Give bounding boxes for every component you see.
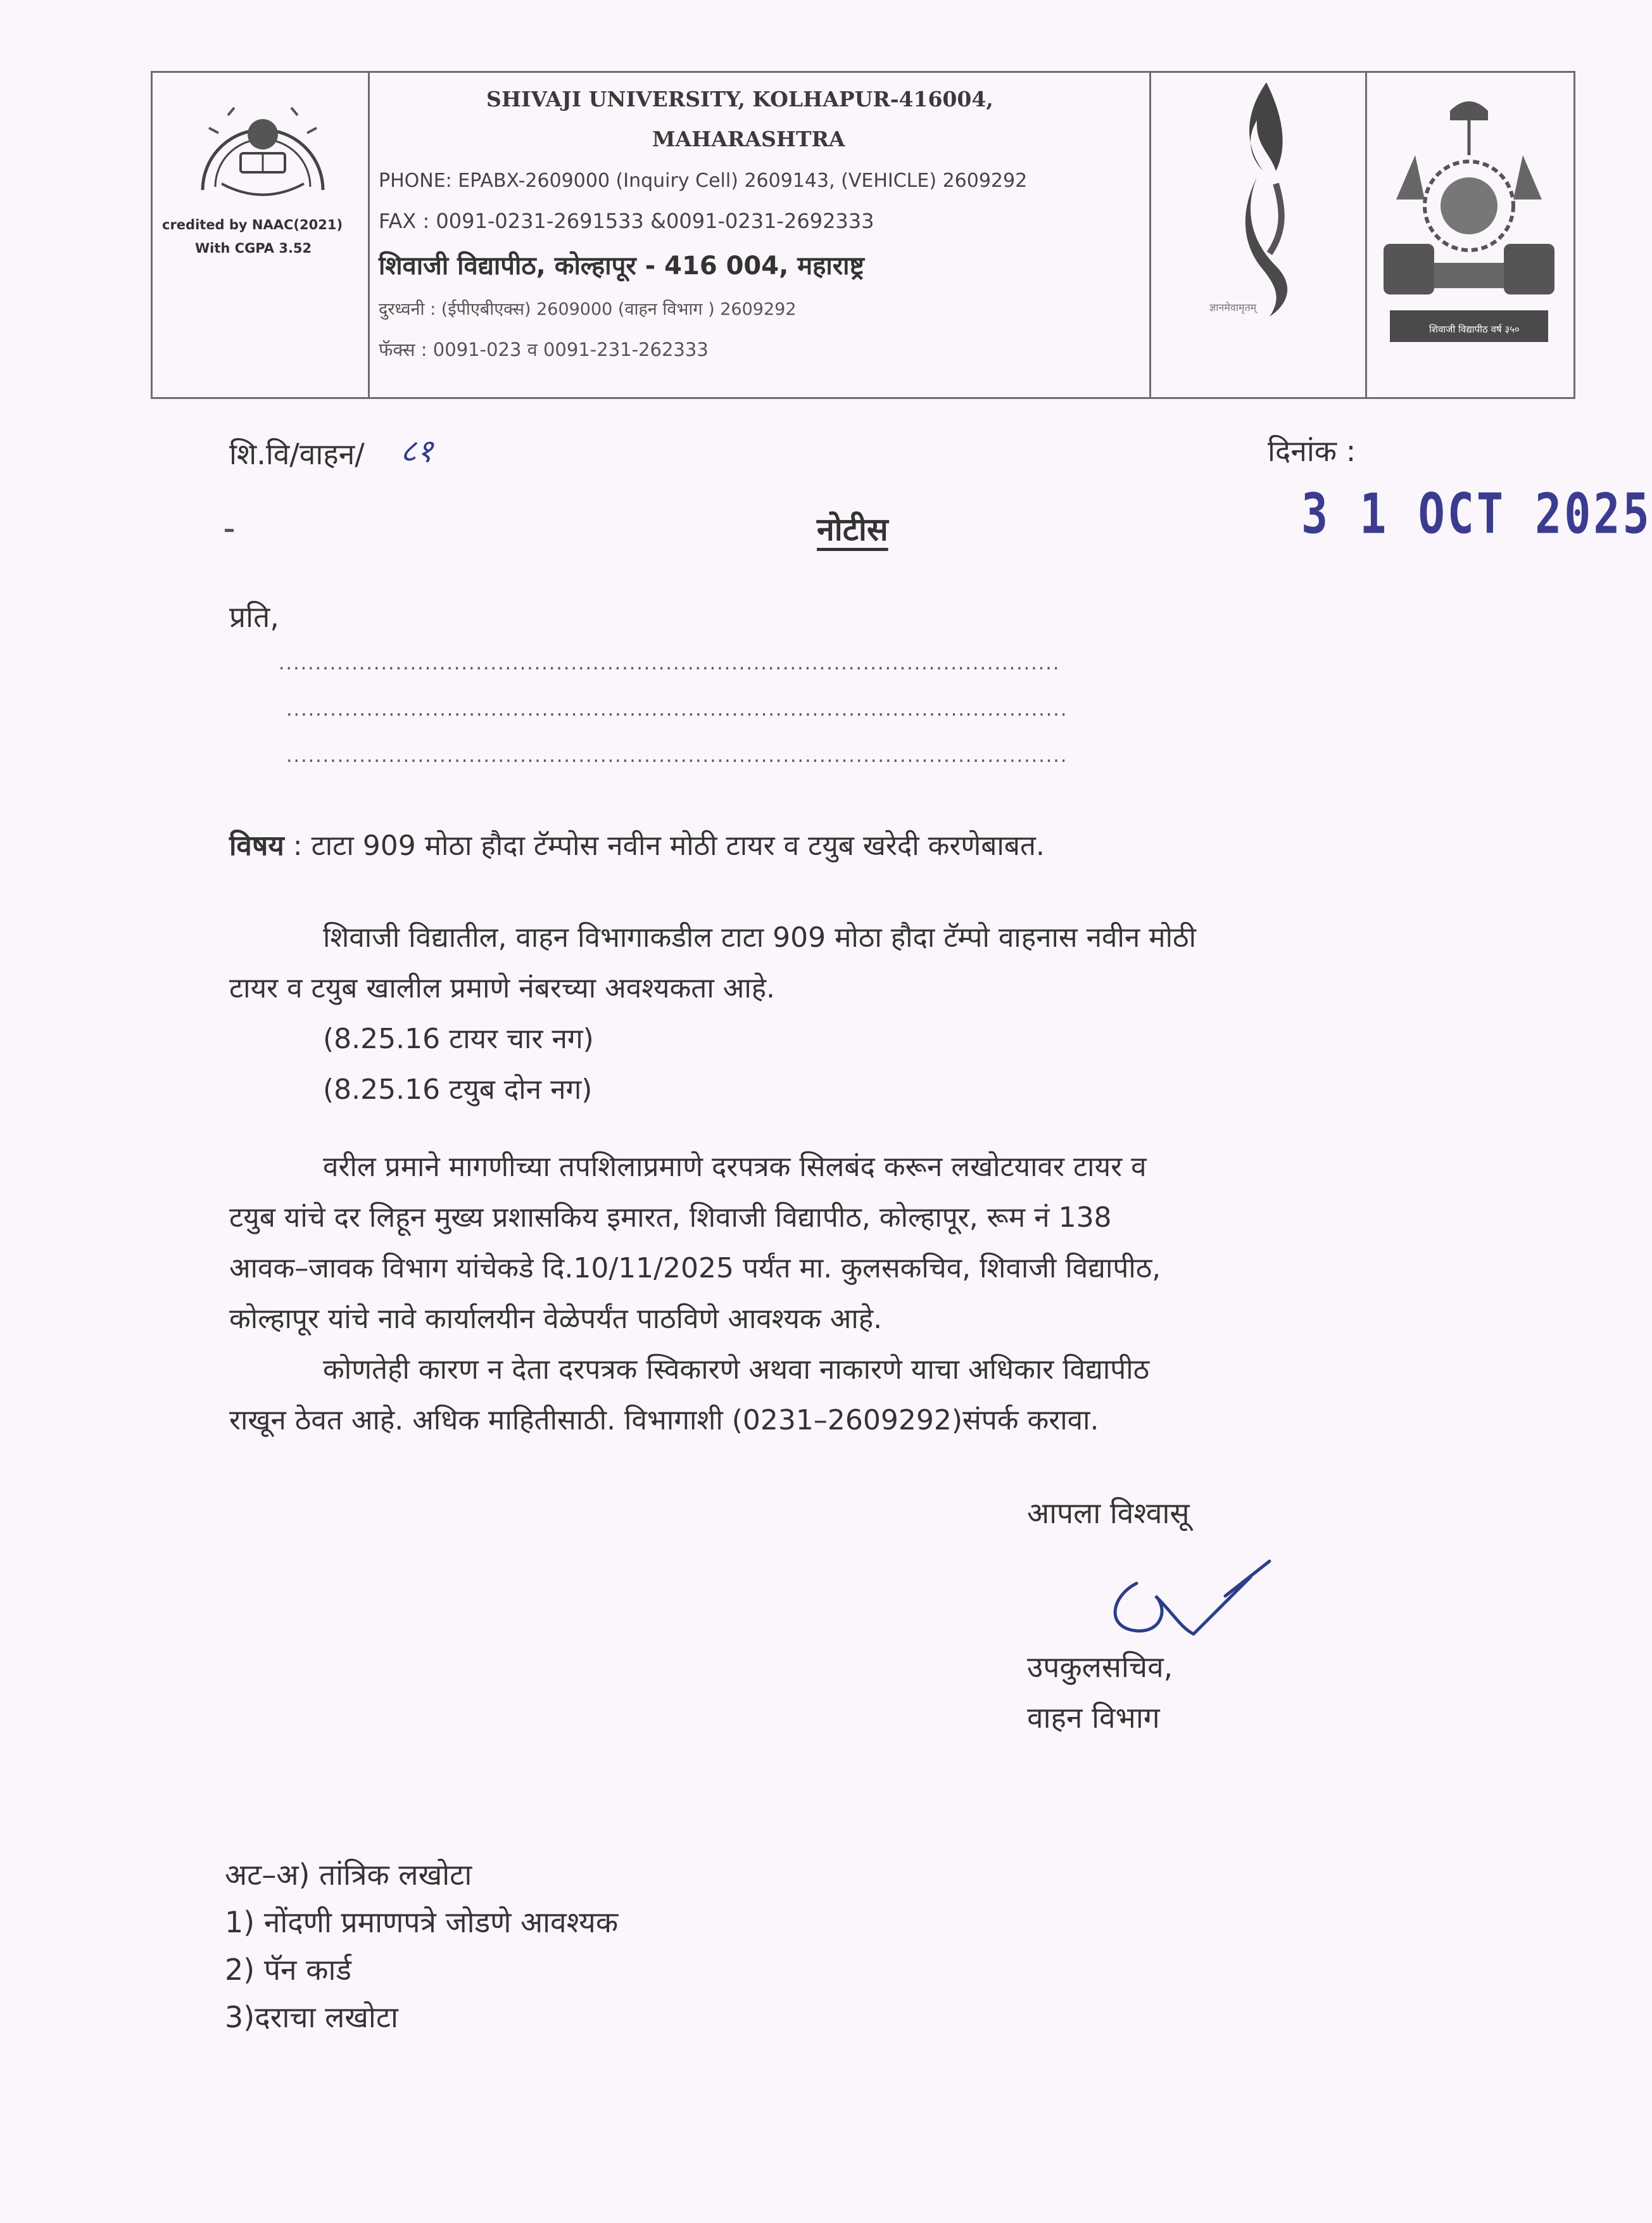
body-paragraph-line: कोल्हापूर यांचे नावे कार्यालयीन वेळेपर्यंत पाठविणे आवश्यक आहे.: [229, 1303, 883, 1335]
naac-accreditation-line: credited by NAAC(2021): [162, 217, 343, 232]
notice-title: नोटीस: [817, 511, 888, 548]
university-name-marathi: शिवाजी विद्यापीठ, कोल्हापूर - 416 004, महाराष्ट्र: [379, 251, 864, 281]
torch-logo-caption: ज्ञानमेवामृतम्: [1209, 301, 1257, 314]
addressee-blank-line: ...........................................................................................................: [286, 699, 1068, 721]
body-paragraph-line: कोणतेही कारण न देता दरपत्रक स्विकारणे अथवा नाकारणे याचा अधिकार विद्यापीठ: [323, 1353, 1150, 1386]
signatory-department: वाहन विभाग: [1027, 1700, 1160, 1735]
signatory-designation: उपकुलसचिव,: [1027, 1650, 1173, 1684]
conditions-heading: अट–अ) तांत्रिक लखोटा: [225, 1858, 472, 1892]
naac-cgpa-line: With CGPA 3.52: [195, 241, 312, 256]
phone-line: PHONE: EPABX-2609000 (Inquiry Cell) 2609143, (VEHICLE) 2609292: [379, 170, 1028, 192]
body-paragraph-line: शिवाजी विद्यातील, वाहन विभागाकडील टाटा 909 मोठा हौदा टॅम्पो वाहनास नवीन मोठी: [323, 922, 1196, 954]
subject-text: : टाटा 909 मोठा हौदा टॅम्पोस नवीन मोठी टायर व टयुब खरेदी करणेबाबत.: [284, 830, 1045, 862]
stray-mark: [225, 529, 234, 532]
fax-line: FAX : 0091-0231-2691533 &0091-0231-2692333: [379, 209, 874, 233]
condition-item: 1) नोंदणी प्रमाणपत्रे जोडणे आवश्यक: [225, 1905, 619, 1939]
condition-item: 3)दराचा लखोटा: [225, 2000, 398, 2034]
subject-label: विषय: [229, 830, 284, 862]
body-paragraph-line: टायर व टयुब खालील प्रमाणे नंबरच्या अवश्यकता आहे.: [229, 972, 776, 1004]
body-paragraph-line: वरील प्रमाने मागणीच्या तपशिलाप्रमाणे दरपत्रक सिलबंद करून लखोटयावर टायर व: [323, 1151, 1147, 1183]
letterhead-box: [151, 71, 1575, 399]
date-stamp: 3 1 OCT 2025: [1301, 481, 1652, 547]
reference-number: शि.वि/वाहन/: [229, 437, 365, 471]
university-name-english: SHIVAJI UNIVERSITY, KOLHAPUR-416004,: [486, 87, 993, 111]
body-paragraph-line: आवक–जावक विभाग यांचेकडे दि.10/11/2025 पर्यंत मा. कुलसकचिव, शिवाजी विद्यापीठ,: [229, 1252, 1161, 1284]
subject-line: [229, 825, 1045, 863]
letterhead-divider: [1365, 73, 1367, 397]
university-seal-icon: [190, 95, 336, 215]
closing-salutation: आपला विश्वासू: [1027, 1496, 1190, 1530]
reference-number-handwritten: ८१: [400, 433, 433, 469]
body-paragraph-line: टयुब यांचे दर लिहून मुख्य प्रशासकिय इमारत, शिवाजी विद्यापीठ, कोल्हापूर, रूम नं 138: [229, 1201, 1112, 1234]
royal-emblem-icon: [1377, 86, 1561, 358]
addressee-label: प्रति,: [229, 600, 279, 634]
torch-logo-icon: [1206, 76, 1327, 329]
addressee-blank-line: ...........................................................................................................: [279, 652, 1061, 674]
body-paragraph-line: राखून ठेवत आहे. अधिक माहितीसाठी. विभागाशी (0231–2609292)संपर्क करावा.: [229, 1404, 1099, 1436]
phone-line-marathi: दुरध्वनी : (ईपीएबीएक्स) 2609000 (वाहन विभाग ) 2609292: [379, 300, 797, 319]
university-state-english: MAHARASHTRA: [652, 127, 845, 151]
date-label: दिनांक :: [1268, 434, 1356, 468]
condition-item: 2) पॅन कार्ड: [225, 1953, 351, 1987]
letterhead-divider: [1149, 73, 1151, 397]
emblem-caption: शिवाजी विद्यापीठ वर्ष ३५०: [1429, 324, 1520, 335]
addressee-blank-line: ...........................................................................................................: [286, 745, 1068, 767]
letterhead-divider: [368, 73, 370, 397]
requirement-item: (8.25.16 टयुब दोन नग): [323, 1074, 593, 1106]
signature-icon: [1099, 1558, 1282, 1653]
fax-line-marathi: फॅक्स : 0091-023 व 0091-231-262333: [379, 339, 709, 360]
requirement-item: (8.25.16 टायर चार नग): [323, 1023, 594, 1055]
